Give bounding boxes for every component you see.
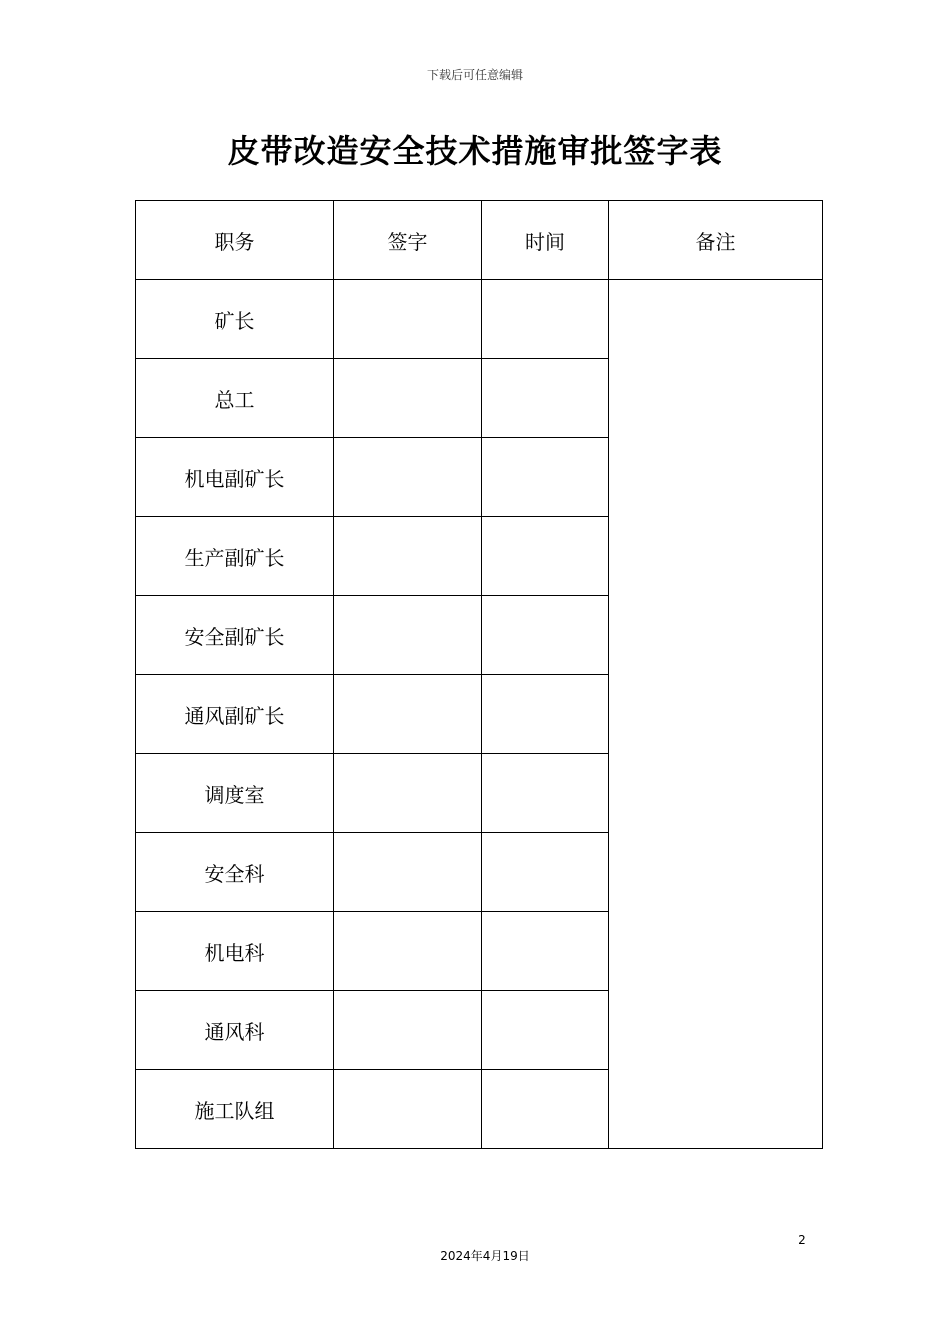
- time-cell[interactable]: [482, 438, 609, 517]
- signature-cell[interactable]: [334, 754, 482, 833]
- signature-cell[interactable]: [334, 359, 482, 438]
- signature-cell[interactable]: [334, 991, 482, 1070]
- column-header-time: 时间: [482, 201, 609, 280]
- document-title: 皮带改造安全技术措施审批签字表: [227, 132, 723, 170]
- time-cell[interactable]: [482, 280, 609, 359]
- time-cell[interactable]: [482, 517, 609, 596]
- table-header-row: [136, 201, 823, 280]
- position-cell: 生产副矿长: [136, 517, 334, 596]
- column-header-position: 职务: [136, 201, 334, 280]
- time-cell[interactable]: [482, 833, 609, 912]
- position-cell: 机电科: [136, 912, 334, 991]
- remarks-cell[interactable]: [609, 280, 823, 1149]
- position-cell: 调度室: [136, 754, 334, 833]
- page-number: 2: [798, 1233, 806, 1247]
- signature-cell[interactable]: [334, 280, 482, 359]
- position-cell: 安全科: [136, 833, 334, 912]
- signature-cell[interactable]: [334, 596, 482, 675]
- signature-cell[interactable]: [334, 438, 482, 517]
- time-cell[interactable]: [482, 912, 609, 991]
- signature-cell[interactable]: [334, 1070, 482, 1149]
- time-cell[interactable]: [482, 1070, 609, 1149]
- time-cell[interactable]: [482, 754, 609, 833]
- time-cell[interactable]: [482, 991, 609, 1070]
- column-header-remarks: 备注: [609, 201, 823, 280]
- position-cell: 施工队组: [136, 1070, 334, 1149]
- position-cell: 通风科: [136, 991, 334, 1070]
- time-cell[interactable]: [482, 675, 609, 754]
- footer-date: 2024年4月19日: [440, 1249, 530, 1263]
- table-row: [136, 280, 823, 359]
- column-header-signature: 签字: [334, 201, 482, 280]
- signature-cell[interactable]: [334, 912, 482, 991]
- position-cell: 机电副矿长: [136, 438, 334, 517]
- signature-cell[interactable]: [334, 517, 482, 596]
- signature-cell[interactable]: [334, 833, 482, 912]
- signature-cell[interactable]: [334, 675, 482, 754]
- approval-signature-table: [135, 200, 823, 1149]
- position-cell: 安全副矿长: [136, 596, 334, 675]
- header-note: 下载后可任意编辑: [426, 68, 523, 82]
- time-cell[interactable]: [482, 359, 609, 438]
- position-cell: 总工: [136, 359, 334, 438]
- time-cell[interactable]: [482, 596, 609, 675]
- position-cell: 通风副矿长: [136, 675, 334, 754]
- position-cell: 矿长: [136, 280, 334, 359]
